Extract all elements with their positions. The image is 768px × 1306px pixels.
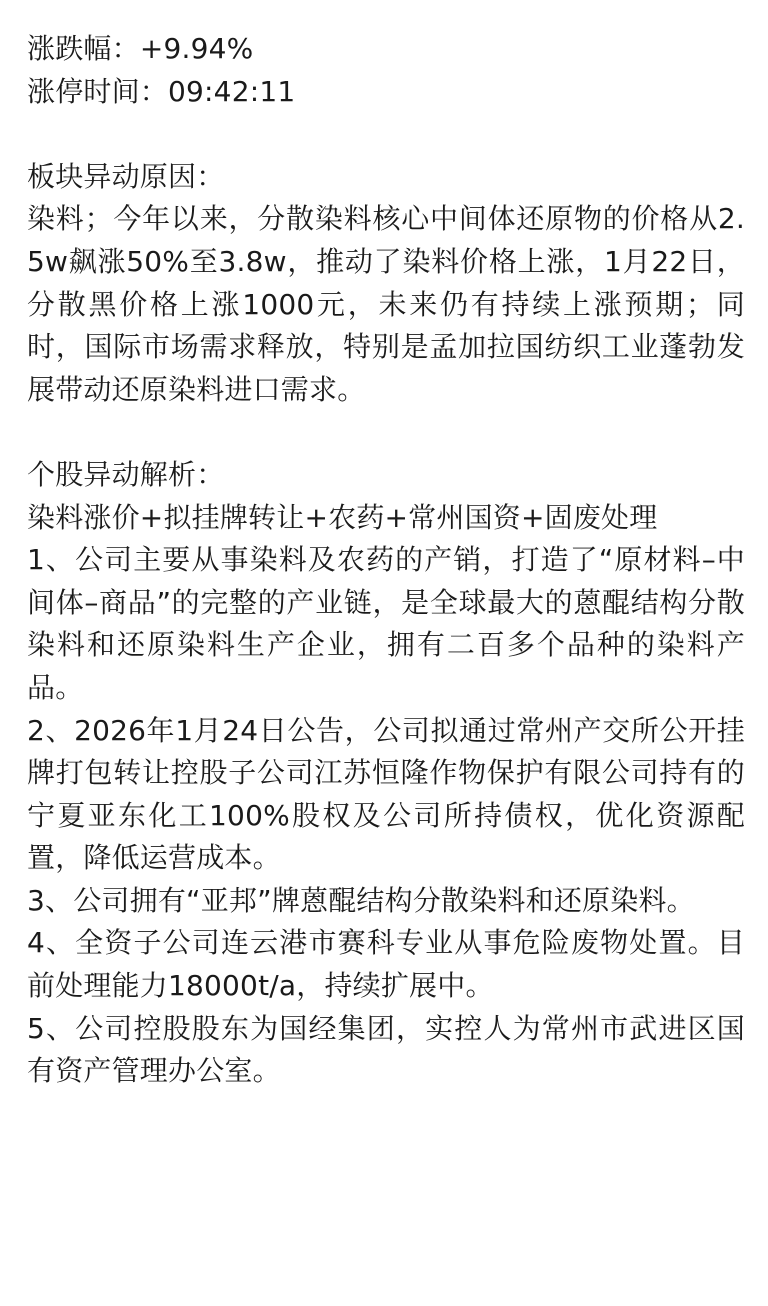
change-pct-value: +9.94%	[139, 32, 254, 65]
change-pct-label: 涨跌幅：	[27, 32, 140, 65]
analysis-point-4: 4、全资子公司连云港市赛科专业从事危险废物处置。目前处理能力18000t/a，持续扩展中。	[27, 926, 745, 1003]
blank-line	[27, 411, 745, 454]
limit-up-time-value: 09:42:11	[168, 74, 296, 108]
sector-reason-heading: 板块异动原因：	[27, 159, 225, 193]
analysis-point-3: 3、公司拥有“亚邦”牌蒽醌结构分散染料和还原染料。	[27, 883, 695, 917]
change-pct-row	[27, 28, 745, 71]
analysis-point-1: 1、公司主要从事染料及农药的产销，打造了“原材料–中间体–商品”的完整的产业链，是全球最大的蒽醌结构分散染料和还原染料生产企业，拥有二百多个品种的染料产品。	[27, 543, 745, 704]
analysis-point-5: 5、公司控股股东为国经集团，实控人为常州市武进区国有资产管理办公室。	[27, 1011, 745, 1088]
stock-analysis-heading: 个股异动解析：	[27, 457, 225, 491]
limit-up-time-label: 涨停时间：	[27, 74, 169, 108]
stock-analysis-tags: 染料涨价+拟挂牌转让+农药+常州国资+固废处理	[27, 500, 658, 534]
analysis-point-2: 2、2026年1月24日公告，公司拟通过常州产交所公开挂牌打包转让控股子公司江苏恒隆作物保护有限公司持有的宁夏亚东化工100%股权及公司所持债权，优化资源配置，降低运营成本。	[27, 713, 745, 875]
limit-up-time-row	[27, 71, 745, 114]
blank-line	[27, 113, 745, 156]
article-body	[27, 28, 745, 1093]
sector-reason-text: 染料；今年以来，分散染料核心中间体还原物的价格从2.5w飙涨50%至3.8w，推动了染料价格上涨，1月22日，分散黑价格上涨1000元，未来仍有持续上涨预期；同时，国际市场需求释放，特别是孟加拉国纺织工业蓬勃发展带动还原染料进口需求。	[27, 202, 745, 406]
